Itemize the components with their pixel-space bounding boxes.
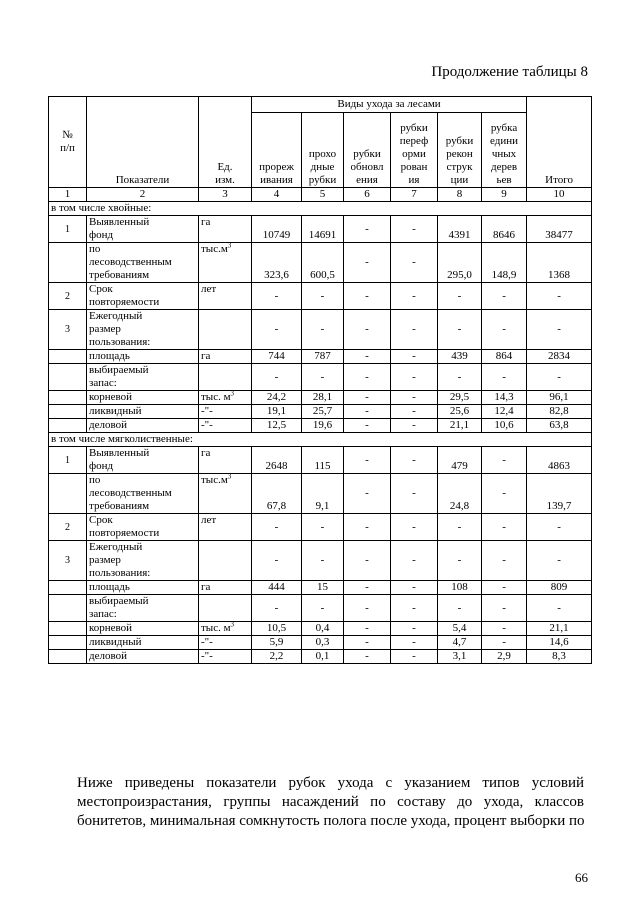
row-value: 2,9 xyxy=(482,650,527,664)
row-value: 14,3 xyxy=(482,391,527,405)
table-row xyxy=(49,595,592,622)
row-unit: га xyxy=(199,350,252,364)
row-value: - xyxy=(252,283,302,310)
row-value: - xyxy=(252,364,302,391)
row-number: 3 xyxy=(49,541,87,581)
row-value: - xyxy=(391,447,438,474)
row-value: 2648 xyxy=(252,447,302,474)
row-label: Ежегодный размер пользования: xyxy=(87,541,199,581)
row-value: - xyxy=(438,541,482,581)
row-value: 3,1 xyxy=(438,650,482,664)
row-number xyxy=(49,391,87,405)
row-value: - xyxy=(391,310,438,350)
column-number: 5 xyxy=(302,188,344,202)
row-value: - xyxy=(344,581,391,595)
row-value: 67,8 xyxy=(252,474,302,514)
row-number xyxy=(49,636,87,650)
row-value: - xyxy=(438,595,482,622)
row-value: - xyxy=(344,216,391,243)
data-table xyxy=(48,96,592,664)
column-number: 3 xyxy=(199,188,252,202)
column-number: 10 xyxy=(527,188,592,202)
column-number: 8 xyxy=(438,188,482,202)
row-unit: $тыс.м^3$ xyxy=(199,474,252,514)
row-label: Ежегодный размер пользования: xyxy=(87,310,199,350)
row-unit: $тыс.м^3$ xyxy=(199,243,252,283)
table-row xyxy=(49,419,592,433)
header-col: рубки рекон струк ции xyxy=(438,113,482,188)
row-value: 2,2 xyxy=(252,650,302,664)
row-value: - xyxy=(527,595,592,622)
row-value: - xyxy=(344,595,391,622)
header-row-group xyxy=(49,97,592,113)
section-title: в том числе мягколиственные: xyxy=(49,433,592,447)
row-number: 3 xyxy=(49,310,87,350)
table-row xyxy=(49,310,592,350)
row-value: - xyxy=(482,581,527,595)
row-value: 295,0 xyxy=(438,243,482,283)
row-value: 139,7 xyxy=(527,474,592,514)
row-value: 63,8 xyxy=(527,419,592,433)
row-label: Выявленный фонд xyxy=(87,447,199,474)
table-row xyxy=(49,243,592,283)
row-value: 96,1 xyxy=(527,391,592,405)
row-value: 108 xyxy=(438,581,482,595)
row-value: - xyxy=(391,419,438,433)
body-paragraph xyxy=(77,774,584,831)
row-value: - xyxy=(344,650,391,664)
row-value: 8,3 xyxy=(527,650,592,664)
row-value: - xyxy=(482,310,527,350)
column-number: 4 xyxy=(252,188,302,202)
row-value: 323,6 xyxy=(252,243,302,283)
row-label: деловой xyxy=(87,650,199,664)
page-number: 66 xyxy=(575,870,588,885)
row-value: - xyxy=(482,447,527,474)
row-value: - xyxy=(527,283,592,310)
row-value: - xyxy=(391,216,438,243)
row-value: - xyxy=(527,541,592,581)
row-value: 148,9 xyxy=(482,243,527,283)
row-value: 0,3 xyxy=(302,636,344,650)
section-header xyxy=(49,433,592,447)
row-value: - xyxy=(391,622,438,636)
row-label: выбираемый запас: xyxy=(87,595,199,622)
row-value: - xyxy=(527,310,592,350)
table-row xyxy=(49,581,592,595)
paragraph-line: бонитетов, минимальная сомкнутость полога после ухода, процент выборки по xyxy=(77,813,585,829)
row-value: 10,5 xyxy=(252,622,302,636)
row-number xyxy=(49,622,87,636)
row-value: - xyxy=(391,350,438,364)
row-label: ликвидный xyxy=(87,636,199,650)
table-caption: Продолжение таблицы 8 xyxy=(431,64,588,80)
row-value: - xyxy=(391,391,438,405)
row-value: 809 xyxy=(527,581,592,595)
row-value: 4863 xyxy=(527,447,592,474)
row-number xyxy=(49,243,87,283)
row-value: 25,7 xyxy=(302,405,344,419)
row-unit: -"- xyxy=(199,405,252,419)
row-value: 12,5 xyxy=(252,419,302,433)
row-value: 10,6 xyxy=(482,419,527,433)
row-value: - xyxy=(527,364,592,391)
row-value: 8646 xyxy=(482,216,527,243)
row-label: ликвидный xyxy=(87,405,199,419)
row-value: 14,6 xyxy=(527,636,592,650)
row-label: Срок повторяемости xyxy=(87,514,199,541)
row-number xyxy=(49,405,87,419)
row-label: Выявленный фонд xyxy=(87,216,199,243)
column-number: 9 xyxy=(482,188,527,202)
header-col: прореж ивания xyxy=(252,113,302,188)
row-value: - xyxy=(344,310,391,350)
row-unit: га xyxy=(199,216,252,243)
row-value: - xyxy=(391,283,438,310)
row-unit xyxy=(199,364,252,391)
row-label: деловой xyxy=(87,419,199,433)
row-value: - xyxy=(252,514,302,541)
row-value: - xyxy=(344,541,391,581)
row-label: площадь xyxy=(87,581,199,595)
row-value: 787 xyxy=(302,350,344,364)
row-value: - xyxy=(252,541,302,581)
row-value: - xyxy=(344,636,391,650)
table-row xyxy=(49,650,592,664)
row-label: по лесоводственным требованиям xyxy=(87,243,199,283)
row-label: выбираемый запас: xyxy=(87,364,199,391)
table-row xyxy=(49,405,592,419)
row-number xyxy=(49,419,87,433)
row-number xyxy=(49,595,87,622)
row-value: - xyxy=(302,283,344,310)
row-value: - xyxy=(391,514,438,541)
row-value: - xyxy=(344,622,391,636)
row-value: - xyxy=(438,283,482,310)
row-value: 21,1 xyxy=(527,622,592,636)
row-unit: га xyxy=(199,581,252,595)
row-value: 82,8 xyxy=(527,405,592,419)
row-value: - xyxy=(482,364,527,391)
row-value: - xyxy=(344,447,391,474)
column-number: 1 xyxy=(49,188,87,202)
table-row xyxy=(49,622,592,636)
table-row xyxy=(49,391,592,405)
row-value: - xyxy=(302,595,344,622)
table-row xyxy=(49,364,592,391)
table-row xyxy=(49,474,592,514)
row-value: - xyxy=(391,243,438,283)
paragraph-line: Ниже приведены показатели рубок ухода с указанием типов условий xyxy=(77,775,584,791)
row-value: 864 xyxy=(482,350,527,364)
row-value: 600,5 xyxy=(302,243,344,283)
row-unit: лет xyxy=(199,514,252,541)
table-row xyxy=(49,636,592,650)
row-value: - xyxy=(252,595,302,622)
row-value: 444 xyxy=(252,581,302,595)
row-value: - xyxy=(391,541,438,581)
row-value: 4,7 xyxy=(438,636,482,650)
row-value: 15 xyxy=(302,581,344,595)
row-value: - xyxy=(302,310,344,350)
header-num: № п/п xyxy=(49,97,87,188)
row-value: - xyxy=(482,636,527,650)
row-value: 744 xyxy=(252,350,302,364)
header-col: рубка едини чных дерев ьев xyxy=(482,113,527,188)
row-value: - xyxy=(344,283,391,310)
row-unit: лет xyxy=(199,283,252,310)
row-value: 2834 xyxy=(527,350,592,364)
row-value: 9,1 xyxy=(302,474,344,514)
row-number xyxy=(49,364,87,391)
row-number xyxy=(49,350,87,364)
row-value: 14691 xyxy=(302,216,344,243)
row-value: - xyxy=(252,310,302,350)
row-value: - xyxy=(344,391,391,405)
row-unit xyxy=(199,595,252,622)
row-value: - xyxy=(302,514,344,541)
row-value: 439 xyxy=(438,350,482,364)
row-value: - xyxy=(438,310,482,350)
row-value: - xyxy=(344,350,391,364)
row-label: по лесоводственным требованиям xyxy=(87,474,199,514)
row-value: 38477 xyxy=(527,216,592,243)
header-total: Итого xyxy=(527,97,592,188)
row-unit: га xyxy=(199,447,252,474)
row-value: - xyxy=(391,636,438,650)
column-number: 2 xyxy=(87,188,199,202)
row-number xyxy=(49,474,87,514)
row-number: 2 xyxy=(49,283,87,310)
row-label: корневой xyxy=(87,391,199,405)
header-row-numbers xyxy=(49,188,592,202)
row-value: - xyxy=(391,364,438,391)
table-row xyxy=(49,447,592,474)
row-value: 0,1 xyxy=(302,650,344,664)
row-value: 24,2 xyxy=(252,391,302,405)
row-number: 1 xyxy=(49,216,87,243)
column-number: 6 xyxy=(344,188,391,202)
row-unit: -"- xyxy=(199,650,252,664)
row-number: 1 xyxy=(49,447,87,474)
row-number xyxy=(49,650,87,664)
row-value: - xyxy=(438,514,482,541)
row-value: - xyxy=(482,514,527,541)
row-value: 25,6 xyxy=(438,405,482,419)
row-unit: тыс. $м^3$ xyxy=(199,622,252,636)
row-value: 12,4 xyxy=(482,405,527,419)
section-header xyxy=(49,202,592,216)
row-unit: -"- xyxy=(199,636,252,650)
header-unit: Ед. изм. xyxy=(199,97,252,188)
row-value: - xyxy=(344,419,391,433)
row-value: 24,8 xyxy=(438,474,482,514)
row-value: - xyxy=(344,474,391,514)
header-col: прохо дные рубки xyxy=(302,113,344,188)
row-value: 19,6 xyxy=(302,419,344,433)
row-value: - xyxy=(527,514,592,541)
row-value: - xyxy=(302,541,344,581)
row-value: 28,1 xyxy=(302,391,344,405)
row-value: - xyxy=(344,364,391,391)
row-value: - xyxy=(344,514,391,541)
row-label: Срок повторяемости xyxy=(87,283,199,310)
row-value: - xyxy=(344,243,391,283)
row-value: 21,1 xyxy=(438,419,482,433)
row-value: 10749 xyxy=(252,216,302,243)
row-value: - xyxy=(482,474,527,514)
row-unit xyxy=(199,310,252,350)
header-group: Виды ухода за лесами xyxy=(252,97,527,113)
table-row xyxy=(49,216,592,243)
row-value: 4391 xyxy=(438,216,482,243)
row-number xyxy=(49,581,87,595)
row-number: 2 xyxy=(49,514,87,541)
column-number: 7 xyxy=(391,188,438,202)
row-label: корневой xyxy=(87,622,199,636)
row-value: - xyxy=(482,541,527,581)
table-row xyxy=(49,514,592,541)
header-col: рубки переф орми рован ия xyxy=(391,113,438,188)
row-value: - xyxy=(482,595,527,622)
row-value: - xyxy=(391,581,438,595)
row-unit xyxy=(199,541,252,581)
row-unit: тыс. $м^3$ xyxy=(199,391,252,405)
row-value: 19,1 xyxy=(252,405,302,419)
row-label: площадь xyxy=(87,350,199,364)
row-value: 115 xyxy=(302,447,344,474)
row-value: - xyxy=(391,474,438,514)
row-value: 5,4 xyxy=(438,622,482,636)
row-value: 0,4 xyxy=(302,622,344,636)
header-col: рубки обновл ения xyxy=(344,113,391,188)
row-value: - xyxy=(391,650,438,664)
row-value: 479 xyxy=(438,447,482,474)
row-unit: -"- xyxy=(199,419,252,433)
row-value: - xyxy=(344,405,391,419)
section-title: в том числе хвойные: xyxy=(49,202,592,216)
paragraph-line: местопроизрастания, группы насаждений по составу до ухода, классов xyxy=(77,794,584,810)
table-row xyxy=(49,541,592,581)
row-value: - xyxy=(391,595,438,622)
row-value: - xyxy=(302,364,344,391)
row-value: - xyxy=(482,283,527,310)
row-value: 5,9 xyxy=(252,636,302,650)
row-value: - xyxy=(482,622,527,636)
header-indicator: Показатели xyxy=(87,97,199,188)
table-row xyxy=(49,283,592,310)
row-value: 29,5 xyxy=(438,391,482,405)
row-value: - xyxy=(438,364,482,391)
table-row xyxy=(49,350,592,364)
row-value: - xyxy=(391,405,438,419)
row-value: 1368 xyxy=(527,243,592,283)
